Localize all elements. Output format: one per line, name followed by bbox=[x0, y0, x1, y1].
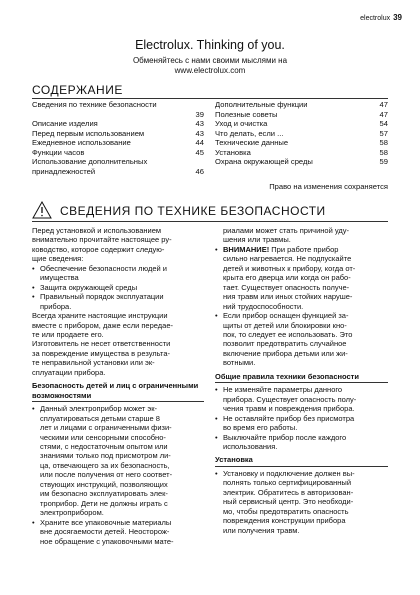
body-line: ческими или сенсорными способно- bbox=[40, 432, 166, 442]
body-line: повреждения конструкции прибора bbox=[223, 516, 346, 526]
body-line: вне досягаемости детей. Неосторож- bbox=[40, 527, 170, 537]
toc-entry-page: 57 bbox=[379, 128, 388, 138]
bullet-item: • Правильный порядок эксплуатации bbox=[32, 292, 204, 301]
bullet-item: • Защита окружающей среды bbox=[32, 283, 204, 292]
body-line: электроприбором. bbox=[40, 508, 104, 518]
toc-entry[interactable] bbox=[32, 129, 204, 139]
toc-entry-label: принадлежностей bbox=[32, 166, 96, 176]
toc-entry[interactable] bbox=[215, 110, 388, 120]
safety-right-column bbox=[215, 226, 388, 535]
body-line: за повреждение имущества в результа- bbox=[32, 348, 170, 358]
brand-tagline: Electrolux. Thinking of you. bbox=[135, 38, 285, 52]
safety-left-column bbox=[32, 226, 204, 546]
toc-entry-label: Ежедневное использование bbox=[32, 138, 131, 147]
body-line: включение прибора детьми или жи- bbox=[223, 348, 348, 358]
toc-entry-page: 46 bbox=[195, 166, 204, 176]
body-line: сильно нагревается. Не подпускайте bbox=[223, 254, 352, 264]
toc-entry-page: 47 bbox=[379, 109, 388, 119]
body-line: те неправильной установки или эк- bbox=[32, 358, 155, 368]
body-line: или получения травм. bbox=[223, 525, 300, 535]
toc-title: СОДЕРЖАНИЕ bbox=[32, 83, 123, 97]
body-line: прибора. bbox=[40, 301, 72, 311]
body-line: ный сервисный центр. Это необходи- bbox=[223, 497, 354, 507]
subsection-heading: Установка bbox=[215, 455, 388, 466]
bullet-item: • Обеспечение безопасности людей и bbox=[32, 264, 204, 273]
body-line: щиты от детей или блокировки кно- bbox=[223, 320, 347, 330]
toc-entry-label: Дополнительные функции bbox=[215, 100, 308, 109]
warning-label: ВНИМАНИЕ! bbox=[223, 244, 270, 254]
toc-right-column bbox=[215, 100, 388, 167]
body-line: крыта его дверца или когда он рабо- bbox=[223, 273, 351, 283]
body-line: те или продаете его. bbox=[32, 329, 104, 339]
body-line: знаниями только под присмотром ли- bbox=[40, 451, 171, 461]
body-line: Перед установкой и использованием bbox=[32, 226, 162, 235]
body-line: ца, отвечающего за их безопасность, bbox=[40, 460, 170, 470]
body-line: во время его работы. bbox=[223, 423, 298, 433]
safety-section-title: СВЕДЕНИЯ ПО ТЕХНИКЕ БЕЗОПАСНОСТИ bbox=[60, 204, 326, 218]
body-line: прибора. Существует опасность полу- bbox=[223, 394, 357, 404]
body-line: ное обращение с упаковочными мате- bbox=[40, 536, 174, 546]
toc-entry[interactable] bbox=[215, 157, 388, 167]
body-line: ний трудоспособности. bbox=[223, 301, 304, 311]
body-line: вотными. bbox=[223, 358, 256, 368]
body-line: Всегда храните настоящие инструкции bbox=[32, 311, 168, 321]
toc-entry[interactable] bbox=[215, 138, 388, 148]
toc-entry[interactable] bbox=[215, 148, 388, 158]
toc-entry[interactable] bbox=[32, 100, 204, 110]
subsection-heading: Безопасность детей и лиц с ограниченными возможностями bbox=[32, 381, 204, 402]
body-line: использования. bbox=[223, 441, 278, 451]
body-line: им безопасно эксплуатировать элек- bbox=[40, 489, 168, 499]
body-line: пок, то следует ее использовать. Это bbox=[223, 329, 353, 339]
body-line: троприбор. Дети не должны играть с bbox=[40, 498, 168, 508]
toc-entry-page: 47 bbox=[379, 100, 388, 109]
body-line: ствующих инструкций, позволяющих bbox=[40, 479, 168, 489]
bullet-item: • Если прибор оснащен функцией за- bbox=[215, 311, 388, 320]
toc-entry[interactable] bbox=[32, 138, 204, 148]
body-line: или после получения от него соответ- bbox=[40, 470, 173, 480]
toc-entry[interactable] bbox=[32, 157, 204, 167]
body-line: полнять только сертифицированный bbox=[223, 478, 352, 488]
toc-entry-label: Использование дополнительных bbox=[32, 157, 148, 166]
body-line: внимательно прочитайте настоящее ру- bbox=[32, 235, 172, 245]
toc-entry-label: Уход и очистка bbox=[215, 119, 268, 128]
body-line: сплуатации прибора. bbox=[32, 367, 106, 377]
body-line: тает. Существует опасность получе- bbox=[223, 282, 350, 292]
toc-entry-page: 59 bbox=[379, 157, 388, 166]
toc-entry-page: 45 bbox=[195, 147, 204, 157]
toc-entry-label: Установка bbox=[215, 147, 251, 157]
body-line: мо, чтобы предотвратить опасность bbox=[223, 506, 349, 516]
bullet-item: • Данный электроприбор может эк- bbox=[32, 404, 204, 413]
toc-entry[interactable] bbox=[32, 119, 204, 129]
toc-entry-page: 58 bbox=[379, 138, 388, 147]
bullet-item: • Храните все упаковочные материалы bbox=[32, 518, 204, 527]
toc-entry[interactable] bbox=[215, 119, 388, 129]
rights-notice: Право на изменения сохраняется bbox=[269, 182, 388, 191]
toc-entry-label bbox=[32, 110, 34, 120]
warning-icon bbox=[32, 201, 52, 219]
body-line: щие сведения: bbox=[32, 254, 84, 264]
bullet-text: При работе прибор bbox=[269, 244, 339, 254]
body-line: ния травм или иных стойких наруше- bbox=[223, 292, 353, 302]
body-line: вместе с прибором, даже если передае- bbox=[32, 320, 173, 330]
body-line: лет и лицами с ограниченными физи- bbox=[40, 423, 172, 433]
page-header bbox=[360, 13, 402, 22]
toc-divider bbox=[32, 98, 388, 99]
body-line: шения или травмы. bbox=[223, 235, 291, 245]
body-line: Изготовитель не несет ответственности bbox=[32, 339, 171, 349]
body-line: риалами может стать причиной уду- bbox=[223, 226, 349, 235]
toc-entry-page: 43 bbox=[195, 128, 204, 138]
toc-entry-label: Перед первым использованием bbox=[32, 128, 145, 138]
bullet-item: • Не изменяйте параметры данного bbox=[215, 385, 388, 394]
toc-entry[interactable] bbox=[215, 129, 388, 139]
bullet-item: • Установку и подключение должен вы- bbox=[215, 469, 388, 478]
subsection-heading: Общие правила техники безопасности bbox=[215, 372, 388, 383]
toc-entry-page: 58 bbox=[379, 147, 388, 157]
bullet-item bbox=[215, 245, 388, 254]
toc-entry-page: 44 bbox=[195, 138, 204, 147]
toc-entry-label: Описание изделия bbox=[32, 119, 98, 128]
website-link[interactable]: www.electrolux.com bbox=[174, 66, 246, 75]
body-line: электрик. Обратитесь в авторизован- bbox=[223, 487, 354, 497]
body-line: детей и животных к прибору, когда от- bbox=[223, 263, 356, 273]
body-line: имущества bbox=[40, 273, 79, 283]
toc-entry[interactable] bbox=[32, 148, 204, 158]
toc-entry-label: Что делать, если ... bbox=[215, 128, 284, 138]
toc-entry-label: Охрана окружающей среды bbox=[215, 157, 313, 166]
toc-entry-label: Технические данные bbox=[215, 138, 289, 147]
toc-entry-page: 43 bbox=[195, 119, 204, 128]
header-brand: electrolux bbox=[360, 15, 391, 22]
body-line: позволит предотвратить случайное bbox=[223, 339, 347, 349]
page-number: 39 bbox=[393, 13, 402, 22]
toc-entry[interactable] bbox=[32, 167, 204, 177]
toc-entry-label: Функции часов bbox=[32, 147, 85, 157]
toc-entry[interactable] bbox=[32, 110, 204, 120]
toc-entry-page: 54 bbox=[379, 119, 388, 128]
bullet-item: • Не оставляйте прибор без присмотра bbox=[215, 414, 388, 423]
body-line: сплуатироваться детьми старше 8 bbox=[40, 413, 160, 423]
toc-entry-page: 39 bbox=[195, 109, 204, 119]
body-line: стями, с недостаточным опытом или bbox=[40, 441, 168, 451]
toc-entry-label: Полезные советы bbox=[215, 109, 278, 119]
safety-divider bbox=[32, 221, 388, 222]
body-line: чения травм и повреждения прибора. bbox=[223, 404, 355, 414]
share-text: Обменяйтесь с нами своими мыслями на bbox=[132, 56, 288, 65]
toc-left-column bbox=[32, 100, 204, 176]
toc-entry-label: Сведения по технике безопасности bbox=[32, 100, 157, 109]
bullet-item: • Выключайте прибор после каждого bbox=[215, 433, 388, 442]
body-line: ководство, которое содержит следую- bbox=[32, 244, 165, 254]
toc-entry[interactable] bbox=[215, 100, 388, 110]
